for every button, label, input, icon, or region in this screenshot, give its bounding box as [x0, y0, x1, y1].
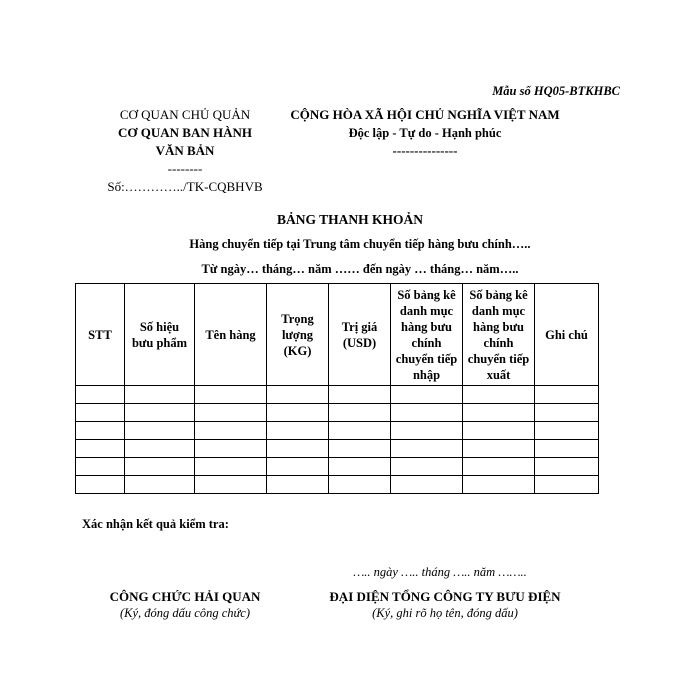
- column-header-line: xuất: [486, 367, 511, 382]
- table-cell: [535, 386, 599, 404]
- table-cell: [329, 404, 391, 422]
- column-header-line: chuyển tiếp: [467, 351, 530, 366]
- confirm-label: Xác nhận kết quả kiểm tra:: [82, 517, 229, 531]
- table-cell: [463, 458, 535, 476]
- signature-note: (Ký, ghi rõ họ tên, đóng dấu): [372, 606, 518, 620]
- signature-title: CÔNG CHỨC HẢI QUAN: [109, 589, 261, 604]
- document-title: BẢNG THANH KHOẢN: [276, 212, 423, 227]
- nation-divider: ---------------: [392, 143, 458, 158]
- signature-title: ĐẠI DIỆN TỔNG CÔNG TY BƯU ĐIỆN: [329, 589, 561, 604]
- table-cell: [76, 458, 125, 476]
- table-cell: [125, 440, 195, 458]
- table-cell: [267, 404, 329, 422]
- table-cell: [329, 440, 391, 458]
- table-body: [76, 386, 599, 494]
- table-cell: [391, 422, 463, 440]
- column-header: [391, 284, 463, 386]
- table-cell: [535, 422, 599, 440]
- table-cell: [195, 404, 267, 422]
- column-header-line: hàng bưu: [473, 319, 524, 334]
- agency-issuer-cont: VĂN BẢN: [155, 143, 215, 158]
- table-cell: [463, 440, 535, 458]
- document-number: Số:…………../TK-CQBHVB: [107, 179, 263, 194]
- agency-block: [80, 106, 290, 196]
- table-cell: [267, 386, 329, 404]
- column-header-line: Số hiệu: [139, 319, 180, 334]
- table-cell: [329, 476, 391, 494]
- column-header: [329, 284, 391, 386]
- date-line: ….. ngày ….. tháng ….. năm ……..: [353, 565, 527, 579]
- column-header-line: hàng bưu: [401, 319, 452, 334]
- column-header-line: bưu phẩm: [131, 335, 188, 350]
- column-header-line: Số bảng kê: [397, 287, 456, 302]
- column-header-line: lượng: [281, 327, 314, 342]
- table-row: [76, 422, 599, 440]
- column-header: [535, 284, 599, 386]
- table-cell: [329, 458, 391, 476]
- table-cell: [195, 386, 267, 404]
- table-cell: [76, 422, 125, 440]
- table-cell: [76, 404, 125, 422]
- table-row: [76, 386, 599, 404]
- table-cell: [391, 440, 463, 458]
- table-cell: [76, 386, 125, 404]
- table-cell: [463, 476, 535, 494]
- table-cell: [463, 404, 535, 422]
- table-cell: [329, 422, 391, 440]
- liquidation-table: [75, 283, 599, 494]
- table-cell: [267, 440, 329, 458]
- table-row: [76, 404, 599, 422]
- agency-issuer: CƠ QUAN BAN HÀNH: [118, 125, 252, 140]
- column-header-line: danh mục: [471, 303, 526, 318]
- column-header-line: Trọng: [281, 311, 314, 326]
- column-header: [195, 284, 267, 386]
- table-cell: [267, 476, 329, 494]
- table-cell: [391, 476, 463, 494]
- document-subtitle: Hàng chuyển tiếp tại Trung tâm chuyển tiếp hàng bưu chính…..: [189, 237, 531, 251]
- table-cell: [391, 386, 463, 404]
- nation-block: [275, 106, 575, 160]
- nation-motto: Độc lập - Tự do - Hạnh phúc: [348, 126, 502, 140]
- table-cell: [195, 458, 267, 476]
- form-code: Mẫu số HQ05-BTKHBC: [492, 84, 620, 98]
- table-cell: [125, 404, 195, 422]
- column-header-line: Số bảng kê: [469, 287, 528, 302]
- column-header: [125, 284, 195, 386]
- column-header-line: chính: [411, 335, 442, 350]
- table-cell: [76, 476, 125, 494]
- column-header-line: chính: [483, 335, 514, 350]
- table-cell: [535, 476, 599, 494]
- table-header-row: [76, 284, 599, 386]
- agency-divider: --------: [167, 161, 203, 176]
- signature-post-corporation: [300, 588, 590, 622]
- table-cell: [535, 458, 599, 476]
- table-row: [76, 476, 599, 494]
- column-header-line: Tên hàng: [205, 327, 256, 342]
- column-header-line: (KG): [283, 343, 312, 358]
- column-header-line: Trị giá: [341, 319, 378, 334]
- table-row: [76, 458, 599, 476]
- table-cell: [463, 422, 535, 440]
- column-header-line: STT: [88, 327, 112, 342]
- table-cell: [391, 404, 463, 422]
- column-header: [463, 284, 535, 386]
- table-cell: [391, 458, 463, 476]
- table-cell: [195, 422, 267, 440]
- document-period: Từ ngày… tháng… năm …… đến ngày … tháng… năm…..: [201, 262, 519, 276]
- table-cell: [125, 386, 195, 404]
- table-cell: [267, 422, 329, 440]
- column-header-line: nhập: [412, 367, 441, 382]
- nation-title: CỘNG HÒA XÃ HỘI CHỦ NGHĨA VIỆT NAM: [290, 107, 560, 122]
- table-cell: [125, 476, 195, 494]
- table-cell: [463, 386, 535, 404]
- table-cell: [195, 440, 267, 458]
- table-cell: [76, 440, 125, 458]
- column-header: [267, 284, 329, 386]
- column-header-line: danh mục: [399, 303, 454, 318]
- column-header-line: (USD): [342, 335, 377, 350]
- table-cell: [535, 404, 599, 422]
- table-cell: [267, 458, 329, 476]
- table-row: [76, 440, 599, 458]
- signature-customs-officer: [90, 588, 280, 622]
- table-cell: [125, 422, 195, 440]
- table-cell: [329, 386, 391, 404]
- table-cell: [195, 476, 267, 494]
- table-cell: [535, 440, 599, 458]
- column-header-line: Ghi chú: [545, 327, 588, 342]
- agency-parent: CƠ QUAN CHỦ QUẢN: [119, 107, 251, 122]
- signature-note: (Ký, đóng dấu công chức): [119, 606, 251, 620]
- table-cell: [125, 458, 195, 476]
- column-header: [76, 284, 125, 386]
- column-header-line: chuyển tiếp: [395, 351, 458, 366]
